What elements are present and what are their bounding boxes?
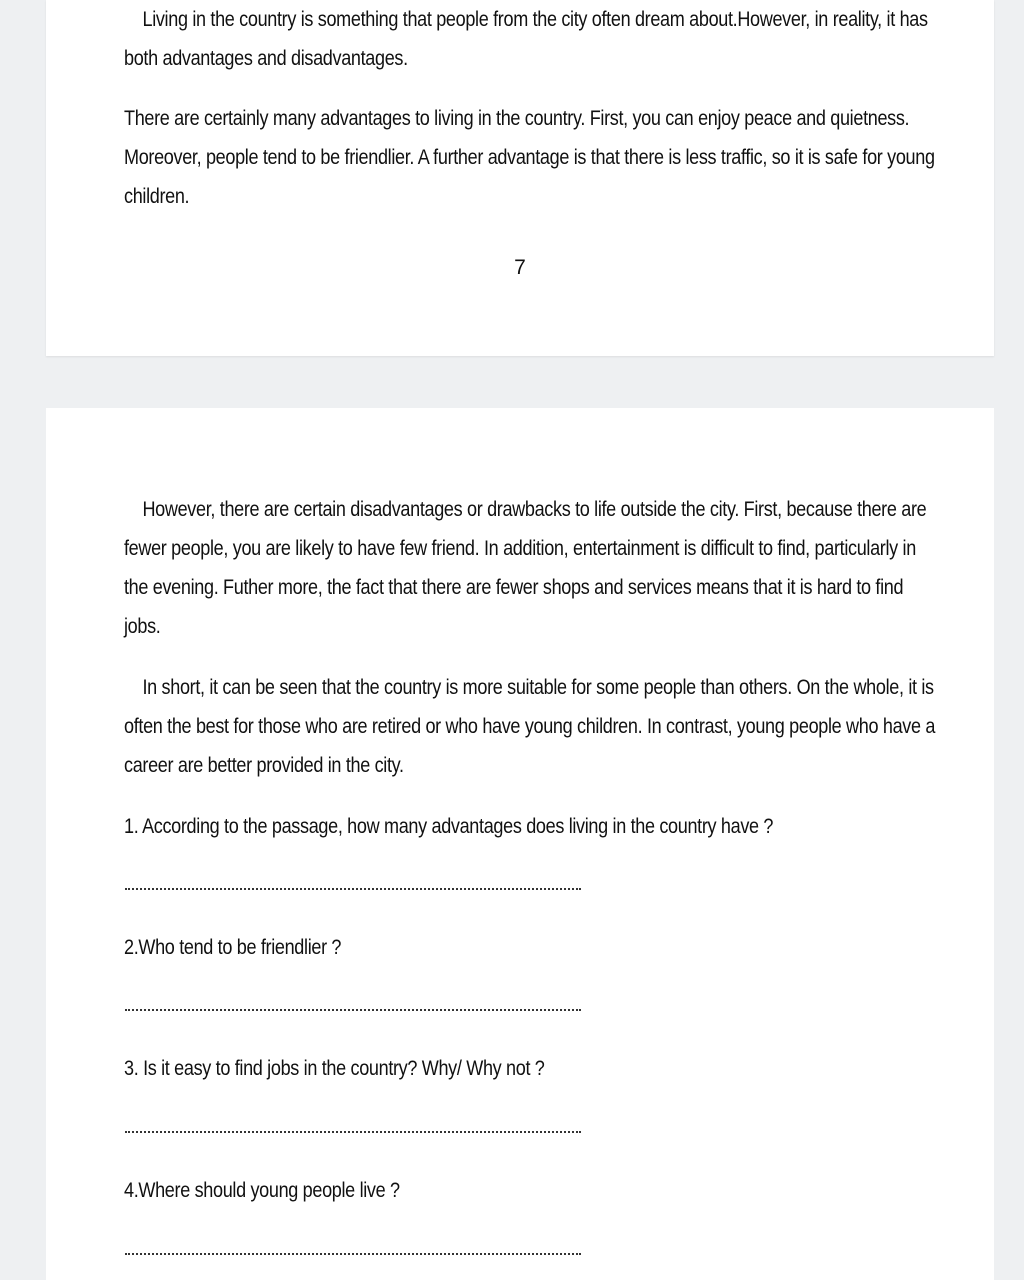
question-4: 4.Where should young people live ? <box>124 1178 400 1202</box>
page-number: 7 <box>514 256 526 279</box>
document-page-2 <box>46 408 994 1280</box>
advantages-paragraph: There are certainly many advantages to living in the country. First, you can enjoy peace and quietness. Moreover, people tend to be friendlier. A further advantage is that there is less traffic, so it is safe for young children. <box>124 106 935 208</box>
document-page-1 <box>46 0 994 356</box>
intro-paragraph: Living in the country is something that people from the city often dream about.However, in reality, it has both advantages and disadvantages. <box>124 7 928 70</box>
conclusion-paragraph: In short, it can be seen that the country is more suitable for some people than others. On the whole, it is often the best for those who are retired or who have young children. In contrast, young people who have a career are better provided in the city. <box>124 675 936 777</box>
disadvantages-paragraph: However, there are certain disadvantages or drawbacks to life outside the city. First, because there are fewer people, you are likely to have few friend. In addition, entertainment is difficult to find, particularly in the evening. Futher more, the fact that there are fewer shops and services means that it is hard to find jobs. <box>124 497 927 638</box>
answer-line-3[interactable] <box>125 1131 581 1133</box>
answer-line-1[interactable] <box>125 888 581 890</box>
question-2: 2.Who tend to be friendlier ? <box>124 935 342 959</box>
question-3: 3. Is it easy to find jobs in the country? Why/ Why not ? <box>124 1056 545 1080</box>
answer-line-2[interactable] <box>125 1009 581 1011</box>
answer-line-4[interactable] <box>125 1253 581 1255</box>
question-1: 1. According to the passage, how many advantages does living in the country have ? <box>124 814 774 838</box>
